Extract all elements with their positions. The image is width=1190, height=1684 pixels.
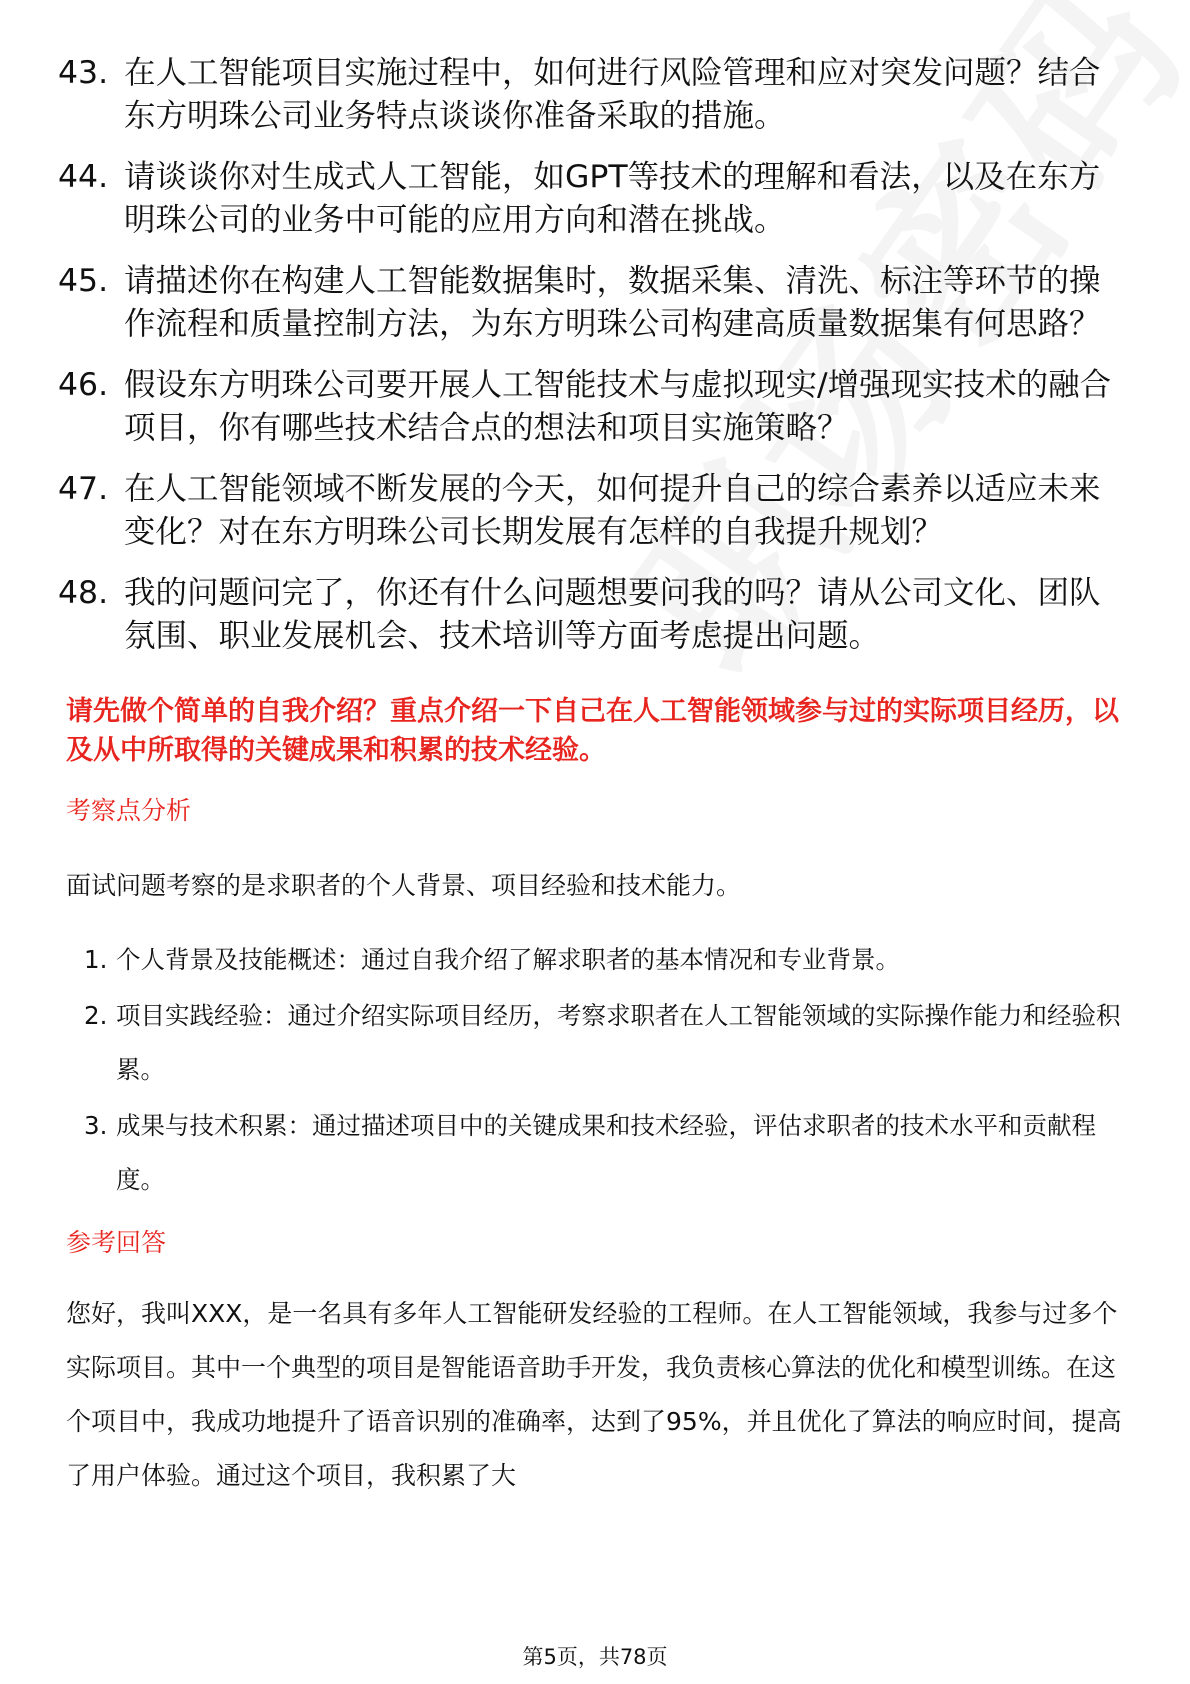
list-item bbox=[58, 1099, 1128, 1207]
item-text: 成果与技术积累：通过描述项目中的关键成果和技术经验，评估求职者的技术水平和贡献程度。 bbox=[116, 1111, 1096, 1194]
item-text: 请描述你在构建人工智能数据集时，数据采集、清洗、标注等环节的操作流程和质量控制方法，为东方明珠公司构建高质量数据集有何思路？ bbox=[124, 263, 1101, 342]
item-text: 在人工智能领域不断发展的今天，如何提升自己的综合素养以适应未来变化？对在东方明珠公司长期发展有怎样的自我提升规划？ bbox=[124, 471, 1101, 550]
item-text: 假设东方明珠公司要开展人工智能技术与虚拟现实/增强现实技术的融合项目，你有哪些技术结合点的想法和项目实施策略？ bbox=[124, 367, 1112, 446]
item-text: 个人背景及技能概述：通过自我介绍了解求职者的基本情况和专业背景。 bbox=[116, 945, 900, 974]
reference-answer: 您好，我叫XXX，是一名具有多年人工智能研发经验的工程师。在人工智能领域，我参与过多个实际项目。其中一个典型的项目是智能语音助手开发，我负责核心算法的优化和模型训练。在这个项目中，我成功地提升了语音识别的准确率，达到了95%，并且优化了算法的响应时间，提高了用户体验。通过这个项目，我积累了大 bbox=[66, 1299, 1122, 1490]
list-item bbox=[58, 52, 1128, 138]
item-number: 44. bbox=[58, 159, 109, 195]
reference-heading: 参考回答 bbox=[66, 1228, 167, 1257]
page-content bbox=[58, 52, 1128, 1503]
item-number: 45. bbox=[58, 263, 109, 299]
item-number: 46. bbox=[58, 367, 109, 403]
item-number: 43. bbox=[58, 55, 109, 91]
item-number: 47. bbox=[58, 471, 109, 507]
item-text: 我的问题问完了，你还有什么问题想要问我的吗？请从公司文化、团队氛围、职业发展机会、技术培训等方面考虑提出问题。 bbox=[124, 575, 1101, 654]
featured-question: 请先做个简单的自我介绍？重点介绍一下自己在人工智能领域参与过的实际项目经历，以及从中所取得的关键成果和积累的技术经验。 bbox=[66, 696, 1119, 766]
list-item bbox=[58, 933, 1128, 987]
page-number: 第5页，共78页 bbox=[522, 1645, 668, 1669]
analysis-points bbox=[58, 933, 1128, 1207]
list-item bbox=[58, 989, 1128, 1097]
list-item bbox=[58, 260, 1128, 346]
list-item bbox=[58, 364, 1128, 450]
analysis-intro: 面试问题考察的是求职者的个人背景、项目经验和技术能力。 bbox=[66, 871, 742, 900]
item-number: 2. bbox=[84, 1001, 108, 1030]
question-list bbox=[58, 52, 1128, 658]
item-number: 3. bbox=[84, 1111, 108, 1140]
item-number: 1. bbox=[84, 945, 108, 974]
list-item bbox=[58, 156, 1128, 242]
list-item bbox=[58, 468, 1128, 554]
analysis-heading: 考察点分析 bbox=[66, 796, 192, 825]
item-text: 请谈谈你对生成式人工智能，如GPT等技术的理解和看法，以及在东方明珠公司的业务中可能的应用方向和潜在挑战。 bbox=[124, 159, 1101, 238]
item-number: 48. bbox=[58, 575, 109, 611]
list-item bbox=[58, 572, 1128, 658]
item-text: 在人工智能项目实施过程中，如何进行风险管理和应对突发问题？结合东方明珠公司业务特点谈谈你准备采取的措施。 bbox=[124, 55, 1101, 134]
item-text: 项目实践经验：通过介绍实际项目经历，考察求职者在人工智能领域的实际操作能力和经验积累。 bbox=[116, 1001, 1121, 1084]
